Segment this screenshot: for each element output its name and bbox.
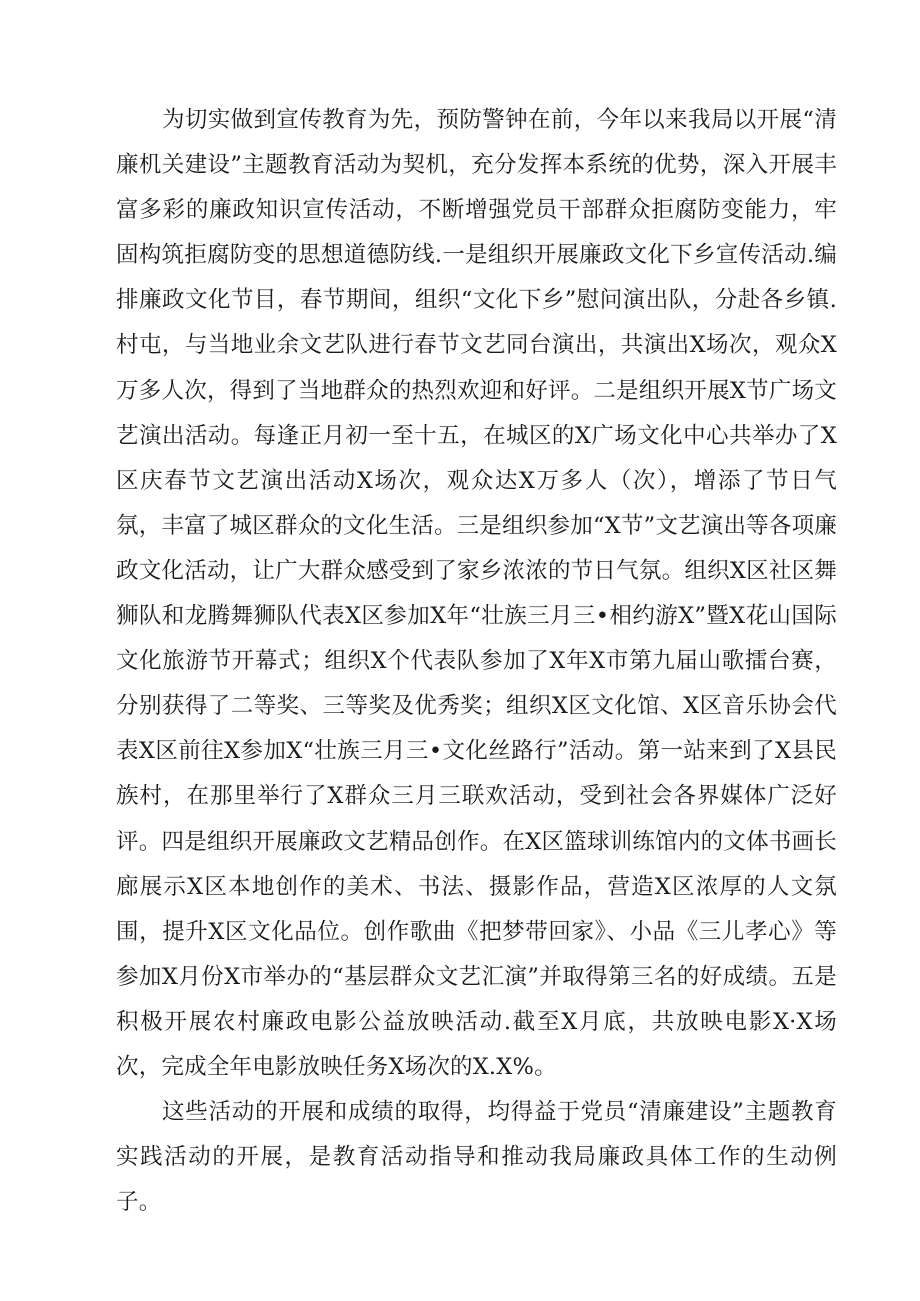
document-body bbox=[116, 98, 837, 1225]
paragraph-conclusion: 这些活动的开展和成绩的取得，均得益于党员“清廉建设”主题教育实践活动的开展，是教育活动指导和推动我局廉政具体工作的生动例子。 bbox=[116, 1099, 837, 1216]
paragraph-activities-summary: 为切实做到宣传教育为先，预防警钟在前，今年以来我局以开展“清廉机关建设”主题教育活动为契机，充分发挥本系统的优势，深入开展丰富多彩的廉政知识宣传活动，不断增强党员干部群众拒腐防变能力，牢固构筑拒腐防变的思想道德防线.一是组织开展廉政文化下乡宣传活动.编排廉政文化节目，春节期间，组织“文化下乡”慰问演出队，分赴各乡镇.村屯，与当地业余文艺队进行春节文艺同台演出，共演出X场次，观众X万多人次，得到了当地群众的热烈欢迎和好评。二是组织开展X节广场文艺演出活动。每逢正月初一至十五，在城区的X广场文化中心共举办了X区庆春节文艺演出活动X场次，观众达X万多人（次），增添了节日气氛，丰富了城区群众的文化生活。三是组织参加“X节”文艺演出等各项廉政文化活动，让广大群众感受到了家乡浓浓的节日气氛。组织X区社区舞狮队和龙腾舞狮队代表X区参加X年“壮族三月三•相约游X”暨X花山国际文化旅游节开幕式；组织X个代表队参加了X年X市第九届山歌擂台赛，分别获得了二等奖、三等奖及优秀奖；组织X区文化馆、X区音乐协会代表X区前往X参加X“壮族三月三•文化丝路行”活动。第一站来到了X县民族村，在那里举行了X群众三月三联欢活动，受到社会各界媒体广泛好评。四是组织开展廉政文艺精品创作。在X区篮球训练馆内的文体书画长廊展示X区本地创作的美术、书法、摄影作品，营造X区浓厚的人文氛围，提升X区文化品位。创作歌曲《把梦带回家》、小品《三儿孝心》等参加X月份X市举办的“基层群众文艺汇演”并取得第三名的好成绩。五是积极开展农村廉政电影公益放映活动.截至X月底，共放映电影X·X场次，完成全年电影放映任务X场次的X.X%。 bbox=[116, 107, 837, 1080]
